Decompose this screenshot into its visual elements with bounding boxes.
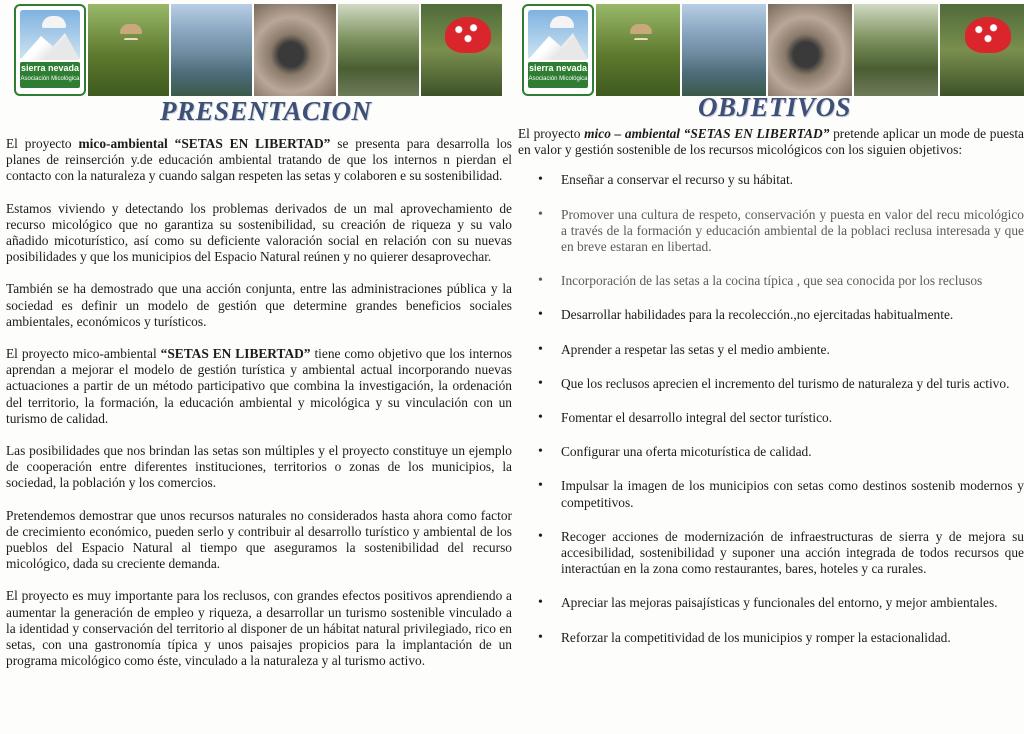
logo-name: sierra nevada xyxy=(20,63,80,73)
paragraph: Las posibilidades que nos brindan las setas son múltiples y el proyecto constituye un ejemplo de cooperación entre diferentes instituciones, territorios o zonas de los municipios, la sociedad, la población y los comercios. xyxy=(6,443,512,491)
intro-paragraph: El proyecto mico – ambiental “SETAS EN LIBERTAD” pretende aplicar un mode de puesta en valor y gestión sostenible de los recursos micológicos con los siguien objetivos: xyxy=(518,126,1024,158)
paragraph: El proyecto es muy importante para los reclusos, con grandes efectos positivos aprendiendo a aumentar la generación de empleo y riqueza, a desarrollar un turismo sostenible vinculado a la identidad y conservación del territorio al disponer de un hábitat natural privilegiado, rico en setas, con una gastronomía típica y unos paisajes propicios para la implantación de un programa micológico como éste, vinculado a la naturaleza y al turismo activo. xyxy=(6,588,512,669)
list-item: • Incorporación de las setas a la cocina típica , que sea conocida por los reclusos xyxy=(518,273,1024,289)
paragraph: El proyecto mico-ambiental “SETAS EN LIBERTAD” se presenta para desarrolla los planes de reinserción y.de educación ambiental tratando de que los internos n pierdan el contacto con la naturaleza y cuando salgan respeten las setas y colaboren e su sostenibilidad. xyxy=(6,136,512,184)
photo-banner xyxy=(14,4,502,96)
logo-subtitle: Asociación Micológica xyxy=(528,76,588,82)
dark-mushroom-photo xyxy=(768,4,852,96)
logo-mountain-image xyxy=(20,10,80,60)
list-item: • Apreciar las mejoras paisajísticas y funcionales del entorno, y mejor ambientales. xyxy=(518,595,1024,611)
list-item: • Recoger acciones de modernización de infraestructuras de sierra y de mejora su accesibilidad, sostenibilidad y suponer una acción integrada de todos recursos que interactúan en la zona como restaurantes, bares, hoteles y ca rurales. xyxy=(518,529,1024,578)
objectives-list xyxy=(518,172,1024,645)
list-item: • Configurar una oferta micoturística de calidad. xyxy=(518,444,1024,460)
presentacion-text xyxy=(6,136,512,685)
list-item: • Promover una cultura de respeto, conservación y puesta en valor del recu micológico a través de la formación y educación ambiental de la poblaci reclusa interesada y que en breve estaran en libertad. xyxy=(518,207,1024,256)
mountain-lake-photo xyxy=(171,4,252,96)
mushroom-field-photo xyxy=(596,4,680,96)
list-item: • Aprender a respetar las setas y el medio ambiente. xyxy=(518,342,1024,358)
paragraph: El proyecto mico-ambiental “SETAS EN LIBERTAD” tiene como objetivo que los internos aprendan a mejorar el modelo de gestión turística y ambiental actual incorporando nuevas actuaciones a partir de un método participativo que combina la investigación, la ordenación del territorio, la formación, la educación ambiental y micológica y su vinculación con un turismo de calidad. xyxy=(6,346,512,426)
objetivos-text xyxy=(518,126,1024,664)
list-item: • Impulsar la imagen de los municipios con setas como destinos sostenib modernos y competitivos. xyxy=(518,478,1024,510)
sierra-nevada-logo xyxy=(522,4,594,96)
fly-agaric-photo xyxy=(940,4,1024,96)
page-title: PRESENTACION xyxy=(160,96,372,126)
dark-mushroom-photo xyxy=(254,4,335,96)
logo-mountain-image xyxy=(528,10,588,60)
list-item: • Que los reclusos aprecien el incremento del turismo de naturaleza y del turis activo. xyxy=(518,376,1024,392)
fly-agaric-photo xyxy=(421,4,502,96)
list-item: • Reforzar la competitividad de los municipios y romper la estacionalidad. xyxy=(518,630,1024,646)
list-item: • Desarrollar habilidades para la recolección.,no ejercitadas habitualmente. xyxy=(518,307,1024,323)
mountain-river-photo xyxy=(338,4,419,96)
mushroom-field-photo xyxy=(88,4,169,96)
paragraph: Pretendemos demostrar que unos recursos naturales no considerados hasta ahora como factor de crecimiento económico, pueden serlo y contribuir al desarrollo turístico y ambiental de los pueblos del Espacio Natural al tiempo que aseguramos la sostenibilidad del recurso micológico, dada su creciente demanda. xyxy=(6,507,512,572)
mountain-lake-photo xyxy=(682,4,766,96)
mountain-river-photo xyxy=(854,4,938,96)
paragraph: Estamos viviendo y detectando los problemas derivados de un mal aprovechamiento de recurso micológico que no garantiza su sostenibilidad, su creación de riqueza y su valo añadido micoturístico, así como su deficiente valoración social en relación con su nuevas posibilidades y que los municipios del Espacio Natural reúnen y no quierer desaprovechar. xyxy=(6,200,512,265)
list-item: • Enseñar a conservar el recurso y su hábitat. xyxy=(518,172,1024,188)
list-item: • Fomentar el desarrollo integral del sector turístico. xyxy=(518,410,1024,426)
sierra-nevada-logo xyxy=(14,4,86,96)
logo-subtitle: Asociación Micológica xyxy=(20,76,80,82)
logo-name: sierra nevada xyxy=(528,63,588,73)
photo-banner xyxy=(522,4,1024,96)
paragraph: También se ha demostrado que una acción conjunta, entre las administraciones pública y la sociedad es definir un modelo de gestión que determine grandes beneficios sociales ambientales, económicos y turísticos. xyxy=(6,281,512,329)
objetivos-page xyxy=(516,0,1024,734)
page-title: OBJETIVOS xyxy=(698,92,852,122)
